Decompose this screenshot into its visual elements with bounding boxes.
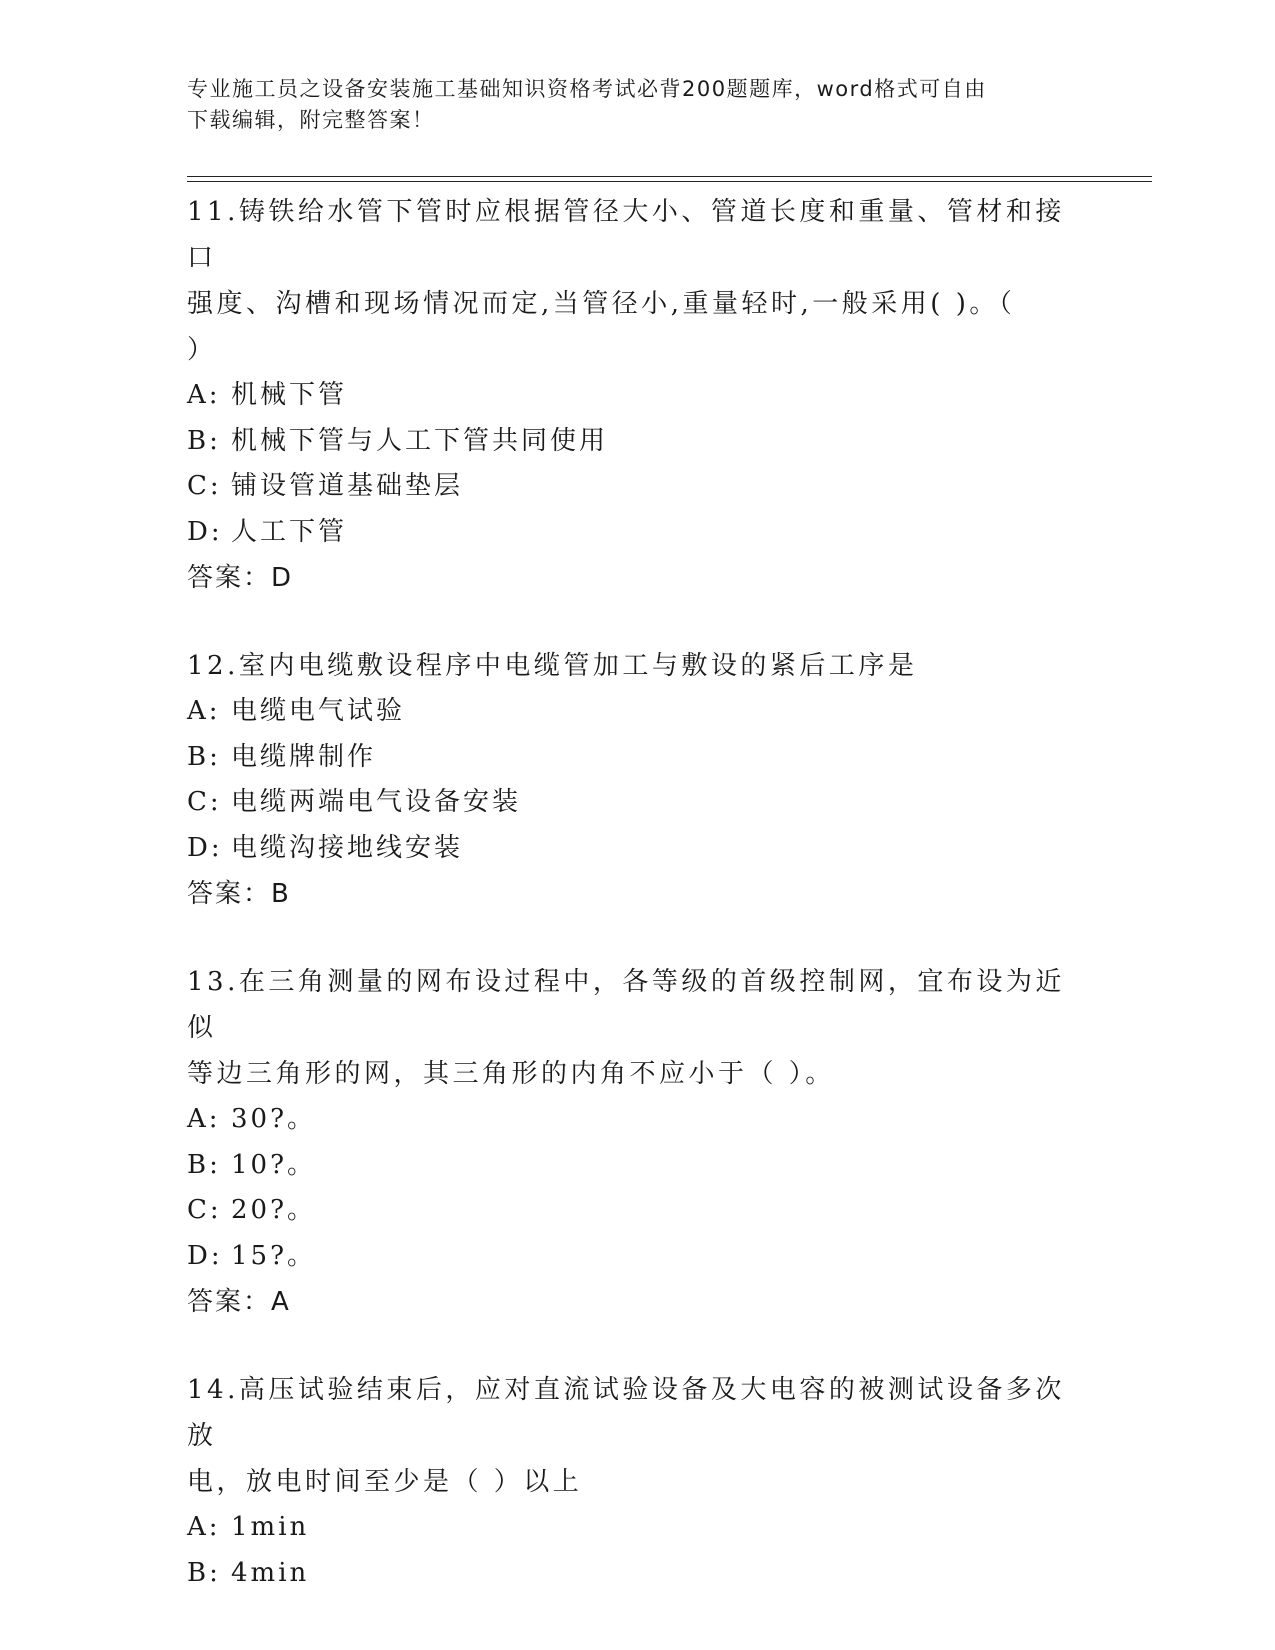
option-text: 10?。 <box>231 1149 317 1180</box>
question-list <box>187 189 1087 1638</box>
option-key: A: <box>187 1512 221 1542</box>
option-key: D: <box>187 516 223 547</box>
answer-line: 答案：A <box>187 1287 291 1317</box>
option-text: 铺设管道基础垫层 <box>231 471 464 501</box>
header-divider-top <box>187 176 1152 177</box>
option-text: 20?。 <box>231 1195 317 1225</box>
option-text: 电缆电气试验 <box>231 696 406 726</box>
document-header <box>187 74 1067 136</box>
option-b <box>187 1551 1087 1597</box>
question-stem-line: 13.在三角测量的网布设过程中，各等级的首级控制网，宜布设为近似 <box>187 967 1065 1043</box>
option-key: D: <box>187 1240 223 1271</box>
header-line-2: 下载编辑，附完整答案！ <box>187 108 435 132</box>
question-14 <box>187 1367 1087 1596</box>
option-c <box>187 780 1087 826</box>
question-12 <box>187 643 1087 917</box>
option-key: B: <box>187 741 221 772</box>
option-text: 15?。 <box>231 1240 317 1271</box>
header-divider-bottom <box>187 181 1152 182</box>
option-b <box>187 735 1087 781</box>
option-key: B: <box>187 1149 221 1180</box>
question-11 <box>187 189 1087 601</box>
option-d <box>187 826 1087 872</box>
option-key: A: <box>187 1104 221 1134</box>
option-text: 机械下管 <box>231 380 348 410</box>
option-key: A: <box>187 696 221 726</box>
question-stem-line: ） <box>187 335 217 365</box>
option-key: D: <box>187 832 223 863</box>
answer-line: 答案：B <box>187 879 291 909</box>
question-13 <box>187 959 1087 1325</box>
header-line-1: 专业施工员之设备安装施工基础知识资格考试必背200题题库，word格式可自由 <box>187 77 987 101</box>
option-a <box>187 689 1087 735</box>
option-key: C: <box>187 471 222 501</box>
option-text: 电缆两端电气设备安装 <box>231 787 522 817</box>
answer-line: 答案：D <box>187 563 294 593</box>
option-c <box>187 464 1087 510</box>
option-text: 电缆牌制作 <box>231 741 377 772</box>
option-text: 30?。 <box>231 1104 317 1134</box>
option-text: 电缆沟接地线安装 <box>231 832 464 863</box>
option-b <box>187 1143 1087 1189</box>
question-stem-line: 12.室内电缆敷设程序中电缆管加工与敷设的紧后工序是 <box>187 651 918 681</box>
option-text: 机械下管与人工下管共同使用 <box>231 425 609 456</box>
option-key: A: <box>187 380 221 410</box>
option-c <box>187 1188 1087 1234</box>
option-a <box>187 373 1087 419</box>
option-text: 4min <box>231 1557 310 1588</box>
option-key: C: <box>187 787 222 817</box>
question-stem-line: 强度、沟槽和现场情况而定,当管径小,重量轻时,一般采用( )。（ <box>187 289 1016 319</box>
option-text: 人工下管 <box>231 516 348 547</box>
option-key: B: <box>187 1557 221 1588</box>
question-stem-line: 等边三角形的网，其三角形的内角不应小于（ ）。 <box>187 1059 835 1089</box>
option-key: C: <box>187 1195 222 1225</box>
option-d <box>187 1234 1087 1280</box>
option-a <box>187 1505 1087 1551</box>
option-text: 1min <box>231 1512 310 1542</box>
option-b <box>187 419 1087 465</box>
option-a <box>187 1097 1087 1143</box>
option-key: B: <box>187 425 221 456</box>
question-stem-line: 14.高压试验结束后，应对直流试验设备及大电容的被测试设备多次放 <box>187 1375 1065 1451</box>
question-stem-line: 11.铸铁给水管下管时应根据管径大小、管道长度和重量、管材和接口 <box>187 197 1065 273</box>
option-d <box>187 510 1087 556</box>
question-stem-line: 电，放电时间至少是（ ）以上 <box>187 1467 583 1497</box>
